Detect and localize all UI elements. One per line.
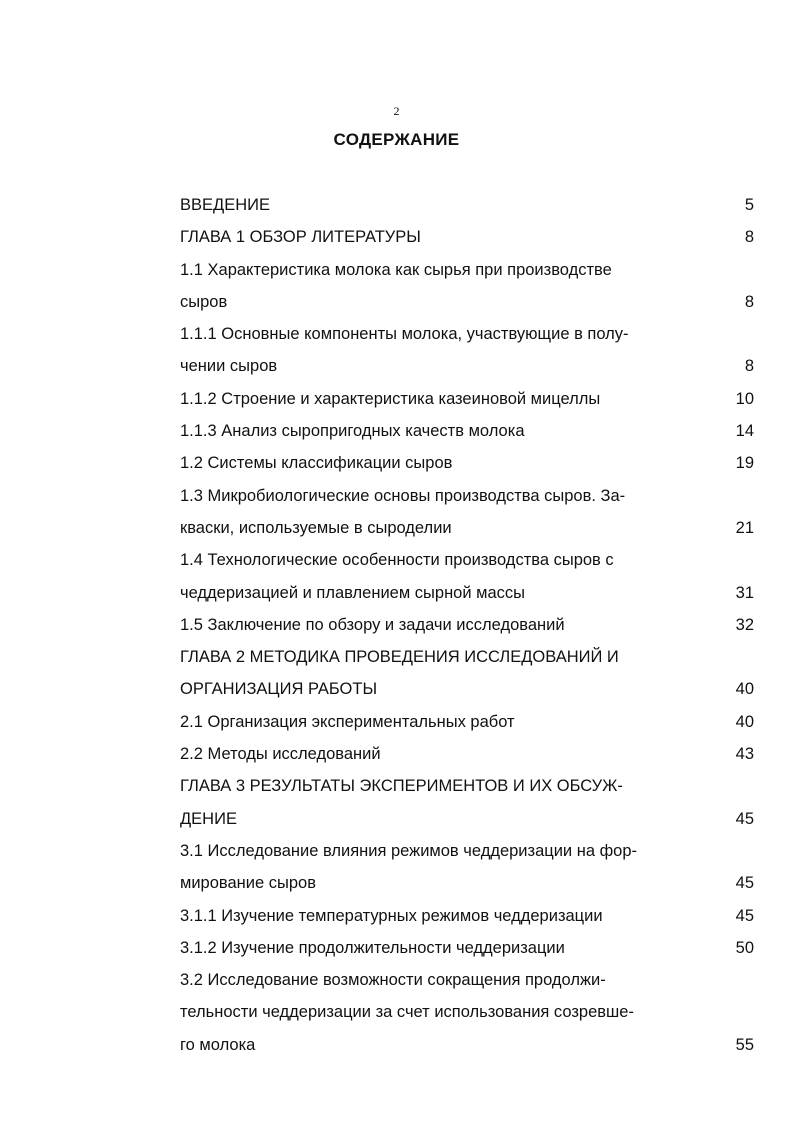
toc-entry-text: 1.5 Заключение по обзору и задачи исследований bbox=[180, 615, 565, 634]
toc-page-number: 43 bbox=[735, 745, 754, 764]
toc-entry bbox=[180, 835, 754, 900]
toc-entry-text: 1.4 Технологические особенности производства сыров с bbox=[180, 551, 614, 570]
toc-entry-text: тельности чеддеризации за счет использования созревше- bbox=[180, 1003, 634, 1022]
toc-entry-text: ДЕНИЕ bbox=[180, 809, 237, 828]
toc-page-number: 8 bbox=[744, 292, 754, 311]
toc-entry-text: ОРГАНИЗАЦИЯ РАБОТЫ bbox=[180, 680, 378, 699]
toc-entry bbox=[180, 447, 754, 479]
toc-page-number: 8 bbox=[744, 228, 754, 247]
toc-page-number: 31 bbox=[735, 583, 754, 602]
toc-page-number: 10 bbox=[735, 389, 754, 408]
toc-entry bbox=[180, 932, 754, 964]
toc-page-number: 40 bbox=[735, 712, 754, 731]
toc-page-number: 32 bbox=[735, 615, 754, 634]
page-title: СОДЕРЖАНИЕ bbox=[333, 130, 460, 149]
toc-entry-text: 3.2 Исследование возможности сокращения продолжи- bbox=[180, 971, 606, 990]
toc-entry bbox=[180, 609, 754, 641]
toc-entry bbox=[180, 544, 754, 609]
toc-entry-text: чении сыров bbox=[180, 357, 278, 376]
toc-entry bbox=[180, 900, 754, 932]
toc-page-number: 8 bbox=[744, 357, 754, 376]
page-number: 2 bbox=[393, 104, 400, 118]
toc-page-number: 50 bbox=[735, 938, 754, 957]
toc-entry-text: ГЛАВА 2 МЕТОДИКА ПРОВЕДЕНИЯ ИССЛЕДОВАНИЙ И bbox=[180, 648, 619, 667]
toc-entry-text: 1.1.1 Основные компоненты молока, участвующие в полу- bbox=[180, 325, 629, 344]
toc-entry-text: ВВЕДЕНИЕ bbox=[180, 196, 270, 214]
toc-entry bbox=[180, 254, 754, 319]
toc-entry-text: сыров bbox=[180, 292, 228, 311]
toc-entry bbox=[180, 706, 754, 738]
toc-entry-text: 3.1 Исследование влияния режимов чеддеризации на фор- bbox=[180, 841, 638, 860]
toc-entry-text: го молока bbox=[180, 1035, 256, 1054]
toc-page-number: 55 bbox=[735, 1035, 754, 1054]
toc-entry-text: ГЛАВА 3 РЕЗУЛЬТАТЫ ЭКСПЕРИМЕНТОВ И ИХ ОБСУЖ- bbox=[180, 777, 623, 796]
toc-page-number: 45 bbox=[735, 906, 754, 925]
toc-page-number: 5 bbox=[744, 196, 754, 214]
toc-entry-text: 2.1 Организация экспериментальных работ bbox=[180, 712, 515, 731]
toc-page-number: 19 bbox=[735, 454, 754, 473]
toc-page-number: 40 bbox=[735, 680, 754, 699]
toc-page-number: 14 bbox=[735, 422, 754, 441]
toc-page-number: 45 bbox=[735, 809, 754, 828]
toc-entry bbox=[180, 738, 754, 770]
toc-entry bbox=[180, 383, 754, 415]
toc-entry-text: 2.2 Методы исследований bbox=[180, 745, 381, 764]
toc-entry-text: 3.1.1 Изучение температурных режимов чеддеризации bbox=[180, 906, 603, 925]
toc-entry-text: кваски, используемые в сыроделии bbox=[180, 518, 452, 537]
toc-entry bbox=[180, 221, 754, 253]
toc-entry bbox=[180, 415, 754, 447]
table-of-contents bbox=[180, 189, 754, 1061]
toc-entry bbox=[180, 318, 754, 383]
toc-entry bbox=[180, 480, 754, 545]
toc-entry-text: 3.1.2 Изучение продолжительности чеддеризации bbox=[180, 938, 565, 957]
toc-entry-text: мирование сыров bbox=[180, 874, 316, 893]
toc-entry bbox=[180, 770, 754, 835]
toc-entry-text: 1.1.2 Строение и характеристика казеиновой мицеллы bbox=[180, 389, 601, 408]
toc-entry bbox=[180, 641, 754, 706]
toc-entry-text: 1.3 Микробиологические основы производства сыров. За- bbox=[180, 486, 626, 505]
toc-page-number: 21 bbox=[735, 518, 754, 537]
toc-entry-text: 1.1.3 Анализ сыропригодных качеств молока bbox=[180, 422, 525, 441]
toc-entry bbox=[180, 964, 754, 1061]
toc-entry-text: чеддеризацией и плавлением сырной массы bbox=[180, 583, 526, 602]
toc-page-number: 45 bbox=[735, 874, 754, 893]
toc-entry-text: ГЛАВА 1 ОБЗОР ЛИТЕРАТУРЫ bbox=[180, 228, 421, 247]
toc-entry-text: 1.1 Характеристика молока как сырья при производстве bbox=[180, 260, 612, 279]
toc-entry-text: 1.2 Системы классификации сыров bbox=[180, 454, 453, 473]
toc-entry bbox=[180, 189, 754, 221]
